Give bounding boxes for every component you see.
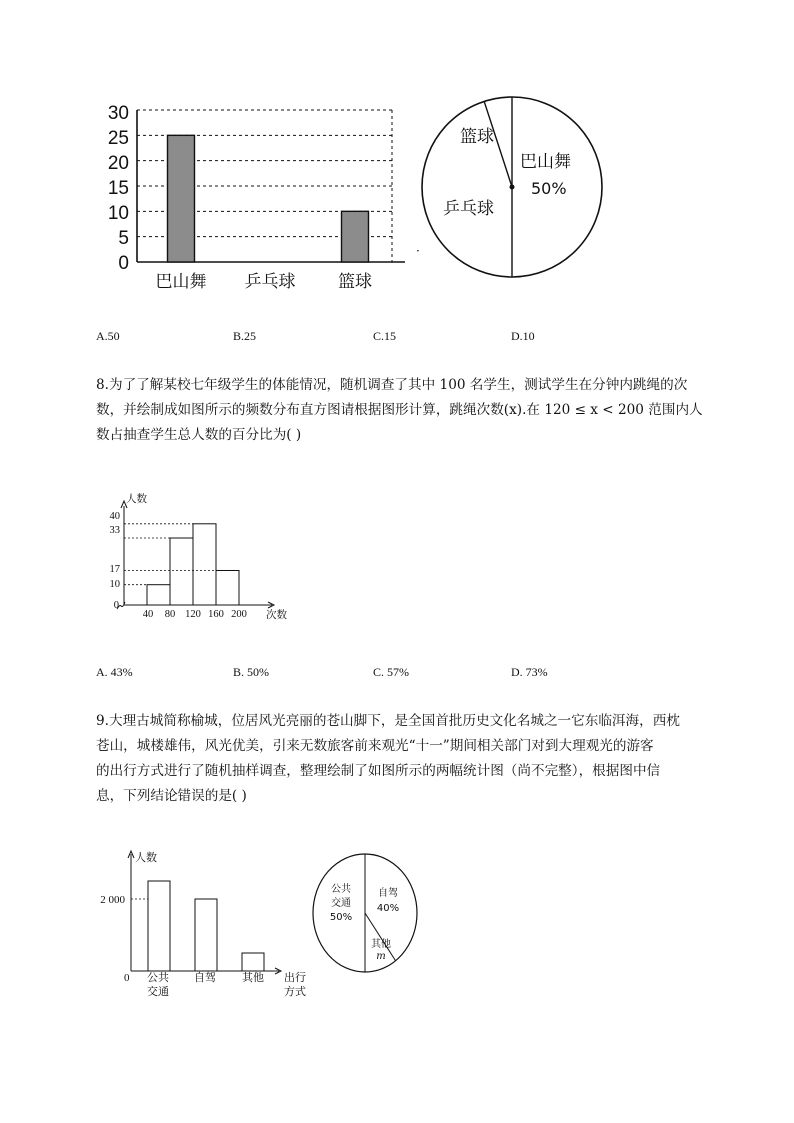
q8-option-c[interactable]: C. 57% [373,665,409,679]
q9-line: 息，下列结论错误的是( ) [96,788,247,804]
q7-bar-chart [100,98,410,298]
q9-pie-label: 交通 [331,898,351,909]
q8-option-d[interactable]: D. 73% [511,665,548,679]
q9-pie-label: 公共 [331,884,351,895]
q8-xtick: 160 [208,609,224,620]
q8-bar [170,538,193,605]
q9-pie-value: 50% [329,912,353,923]
q8-option-a[interactable]: A. 43% [96,665,133,679]
q7-ytick: 25 [107,128,129,149]
q8-ylabel: 人数 [126,494,147,505]
pie-label-bashanwu: 巴山舞 [520,152,571,172]
q8-xlabel: 次数 [266,610,287,621]
q9-bar-chart [95,842,310,1004]
q9-axis-title: 方式 [284,986,306,998]
q7-xlabel-pingpong: 乒乓球 [244,272,296,292]
q7-ytick: 10 [107,203,129,224]
pie-label-basketball: 篮球 [460,127,494,147]
q8-ytick: 0 [113,600,119,611]
q8-line: 数占抽查学生总人数的百分比为( ) [96,427,302,443]
q8-ytick: 17 [109,564,120,575]
q9-pie-label: 自驾 [378,888,398,899]
pie-value-bashanwu: 50% [531,179,567,198]
q7-ytick: 5 [118,228,129,249]
q9-xlabel: 公共 [147,972,169,984]
q9-bar [242,953,264,971]
q7-bar [168,135,195,262]
q8-question-text [96,373,706,448]
q9-line: 的出行方式进行了随机抽样调查，整理绘制了如图所示的两幅统计图（尚不完整），根据图中信 [96,763,661,779]
q8-xtick: 80 [164,609,176,620]
q7-ytick: 15 [107,178,129,199]
q7-ytick: 0 [118,253,129,274]
q7-xlabel-bashanwu: 巴山舞 [155,272,207,292]
q9-pie-value: 40% [376,903,400,914]
q7-bar [342,211,369,262]
q8-ytick: 33 [109,525,120,536]
q8-xtick: 120 [185,609,201,620]
q9-pie-label: 其他 [371,939,391,950]
q9-xlabel: 自驾 [194,972,216,984]
q7-option-d[interactable]: D.10 [511,329,535,343]
q7-ytick: 30 [107,103,129,124]
pie-label-pingpong: 乒乓球 [443,199,494,219]
q9-ylabel: 人数 [135,852,157,864]
q9-line: 9.大理古城简称榆城，位居风光亮丽的苍山脚下，是全国首批历史文化名城之一它东临洱海，西枕 [96,713,680,729]
q8-bar [193,524,216,605]
q7-pie-chart [415,90,610,285]
q8-option-b[interactable]: B. 50% [233,665,269,679]
q9-bar [195,899,217,971]
q9-axis-title: 出行 [284,972,306,984]
q9-question-text [96,709,706,809]
q9-xlabel: 其他 [242,972,264,984]
q9-origin: 0 [124,972,130,984]
q8-ytick: 10 [109,579,120,590]
q9-pie-chart [310,852,420,974]
q8-xtick: 40 [142,609,154,620]
q7-option-a[interactable]: A.50 [96,329,120,343]
q7-xlabel-basketball: 篮球 [338,272,372,292]
q8-histogram [100,488,300,628]
q8-xtick: 200 [231,609,247,620]
q8-ytick: 40 [109,511,120,522]
q8-bar [216,570,239,605]
q7-pie-center [510,185,515,190]
q7-option-b[interactable]: B.25 [233,329,257,343]
q8-line: 数，并绘制成如图所示的频数分布直方图请根据图形计算，跳绳次数(x).在 120 ≤ x < 200 范围内人 [96,402,703,418]
stray-dot: · [416,244,420,258]
q9-line: 苍山，城楼雄伟，风光优美，引来无数旅客前来观光“十一”期间相关部门对到大理观光的游客 [96,738,654,754]
q8-bar [147,585,170,605]
q7-ytick: 20 [107,153,129,174]
q8-line: 8.为了了解某校七年级学生的体能情况，随机调查了其中 100 名学生，测试学生在分钟内跳绳的次 [96,377,688,393]
q9-xlabel: 交通 [147,986,169,998]
q9-pie-value: m [376,951,386,962]
q7-option-c[interactable]: C.15 [373,329,397,343]
q9-bar [148,881,170,971]
q9-ytick: 2 000 [100,894,125,906]
